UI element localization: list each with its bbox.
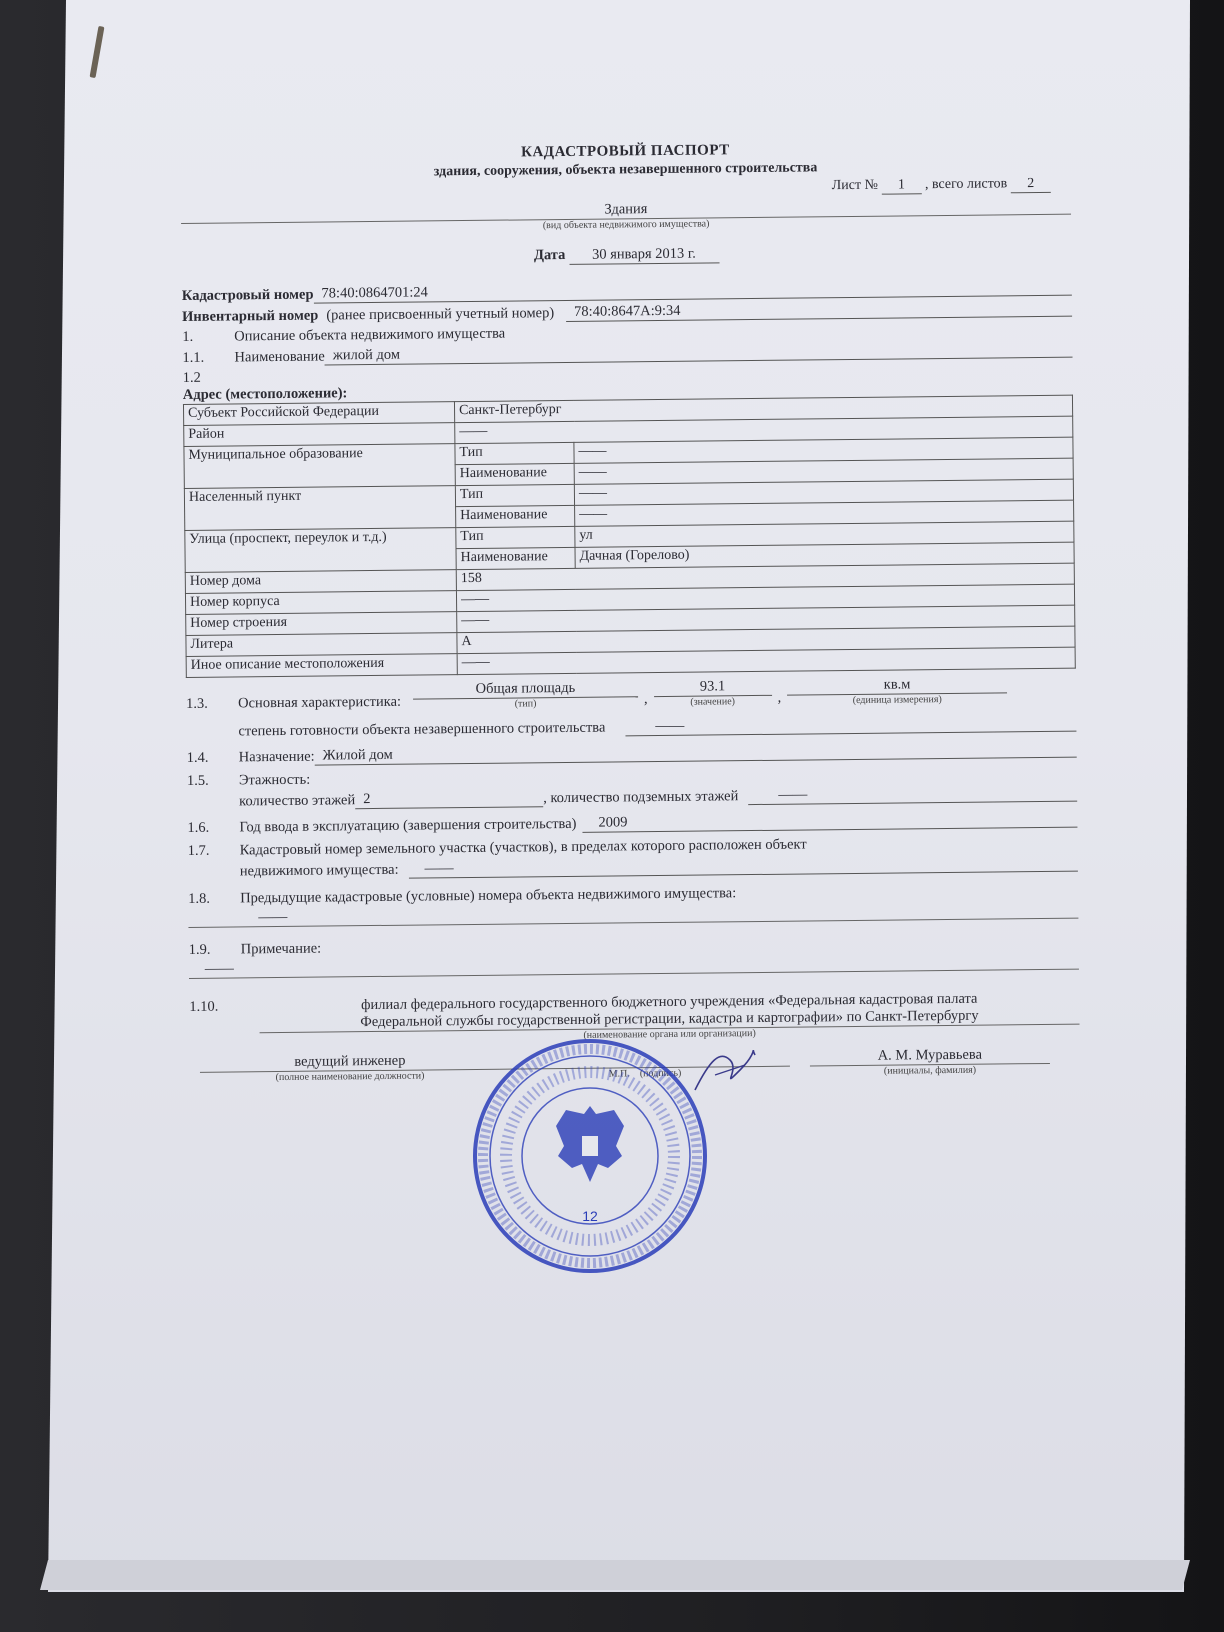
- table-row: Номер корпуса ——: [185, 584, 1074, 614]
- object-kind-caption: (вид объекта недвижимого имущества): [542, 218, 710, 232]
- sheet-total: 2: [1011, 176, 1051, 193]
- organization-line1: филиал федерального государственного бюджетного учреждения «Федеральная кадастровая палата: [360, 990, 978, 1014]
- section-1-1: 1.1. Наименование жилой дом: [182, 340, 1072, 367]
- svg-text:12: 12: [582, 1208, 598, 1224]
- table-row: Улица (проспект, переулок и т.д.) Тип ул: [185, 521, 1074, 551]
- table-row: Наименование ——: [185, 500, 1074, 530]
- signatory-name: А. М. Муравьева: [810, 1046, 1050, 1067]
- cadastral-row: Кадастровый номер 78:40:0864701:24: [182, 278, 1072, 305]
- document-body: КАДАСТРОВЫЙ ПАСПОРТ здания, сооружения, объекта незавершенного строительства Лист № 1 , всего листов 2 Здания (вид объекта недвижимого имущества) Дата 30 января 2013 г. Кадастровый номер 78:40:0864701:24 Инвентарный номер (ранее присвоенный учетный номер) 78:40:8647А:9:34 1. Описание объекта недвижимого имущества 1.1. Наименование жилой дом 1.2 Адрес (местоположение): Субъект Российской Федерации Санкт-Петербург Район —— Муниципальное образование Тип —— Наименование —— Населенный пункт Тип —— Наименование —— Улица (проспект, переулок и т.д.) Тип ул Наименование Дачная (Горелово) Номер дома 158 Номер корпуса —— Номер строения —— Литера А Иное описание местоположения —— 1.3. Основная характеристика: Общая площадь (тип) , 93.1 (значение) , кв.м (единица измерения) степень готовности объекта незавершенного строительства —— 1.4. Назначение: Жилой дом 1.5. Этажность: количество этажей 2 , количество подземных этажей —— 1.6. Год ввода в эксплуатацию (завершения строительства) 2009 1.7. Кадастровый номер земельного участка (участков), в пределах которого расположен объект недвижимого имущества: —— 1.8. Предыдущие кадастровые (условные) номера объекта недвижимого имущества: —— 1.9. Примечание: —— 1.10. филиал федерального государственного бюджетного учреждения «Федеральная кадастровая палата Федеральной службы государственной регистрации, кадастра и картографии» по Санкт-Петербургу (наименование органа или организации) ведущий инженер (полное наименование должности) М.П. (подпись) А. М. Муравьева (инициалы, фамилия): [180, 111, 1080, 1084]
- section-1-5: 1.5. Этажность:: [186, 771, 311, 789]
- table-row: Номер строения ——: [186, 605, 1075, 635]
- sheet-info: Лист № 1 , всего листов 2: [181, 176, 1071, 202]
- inventory-value: 78:40:8647А:9:34: [566, 299, 1072, 322]
- section-1-3: 1.3. Основная характеристика: Общая площадь (тип) , 93.1 (значение) , кв.м (единица измерения): [186, 675, 1076, 713]
- section-1-6: 1.6. Год ввода в эксплуатацию (завершения строительства) 2009: [187, 810, 1077, 837]
- table-row: Субъект Российской Федерации Санкт-Петербург: [183, 395, 1072, 425]
- purpose-value: Жилой дом: [315, 740, 1077, 766]
- characteristic-unit: кв.м: [787, 675, 1007, 695]
- characteristic-type: Общая площадь: [413, 679, 638, 699]
- house-value: 158: [456, 563, 1074, 590]
- date-row: Дата 30 января 2013 г.: [181, 242, 1071, 269]
- floors-row: количество этажей 2 , количество подземных этажей ——: [187, 784, 1077, 811]
- section-1-4: 1.4. Назначение: Жилой дом: [187, 740, 1077, 767]
- subject-value: Санкт-Петербург: [454, 395, 1072, 422]
- address-heading: Адрес (местоположение):: [182, 385, 348, 403]
- object-name-value: жилой дом: [325, 340, 1073, 366]
- sheet-number: 1: [881, 177, 921, 194]
- table-row: Наименование Дачная (Горелово): [185, 542, 1074, 572]
- table-row: Населенный пункт Тип ——: [184, 479, 1073, 509]
- table-row: Литера А: [186, 626, 1075, 656]
- address-table: [183, 395, 1076, 678]
- table-row: Район ——: [184, 416, 1073, 446]
- doc-subtitle: здания, сооружения, объекта незавершенного строительства: [433, 160, 818, 180]
- cadastral-value: 78:40:0864701:24: [313, 278, 1071, 304]
- doc-title: КАДАСТРОВЫЙ ПАСПОРТ: [520, 142, 730, 161]
- section-1-7: 1.7. Кадастровый номер земельного участка (участков), в пределах которого расположен объект: [187, 836, 807, 859]
- section-1-8: 1.8. Предыдущие кадастровые (условные) номера объекта недвижимого имущества:: [188, 885, 737, 907]
- organization-line2: Федеральной службы государственной регистрации, кадастра и картографии» по Санкт-Петербургу: [259, 1007, 1079, 1034]
- section-1-7-cont: недвижимого имущества: ——: [188, 854, 1078, 881]
- official-seal-stamp: [470, 1036, 710, 1276]
- signatory-row: ведущий инженер (полное наименование должности) М.П. (подпись) А. М. Муравьева (инициалы, фамилия): [190, 1046, 1080, 1084]
- section-1-2: 1.2: [182, 369, 201, 386]
- signatory-position: ведущий инженер: [200, 1052, 500, 1073]
- characteristic-value: 93.1: [653, 678, 771, 697]
- readiness-row: степень готовности объекта незавершенного строительства ——: [186, 714, 1076, 741]
- floors-value: 2: [355, 789, 543, 809]
- table-row: Муниципальное образование Тип ——: [184, 437, 1073, 467]
- section-1-9: 1.9. Примечание:: [188, 940, 322, 958]
- street-name-value: Дачная (Горелово): [575, 542, 1074, 568]
- eagle-emblem-icon: [556, 1106, 624, 1182]
- handwritten-signature: [690, 1040, 760, 1100]
- date-value: 30 января 2013 г.: [569, 245, 719, 265]
- table-row: Номер дома 158: [185, 563, 1074, 593]
- object-kind: Здания: [181, 197, 1071, 224]
- paper-edge: [40, 1560, 1190, 1590]
- inventory-row: Инвентарный номер (ранее присвоенный учетный номер) 78:40:8647А:9:34: [182, 299, 1072, 326]
- section-1: 1. Описание объекта недвижимого имущества: [182, 325, 506, 345]
- year-value: 2009: [582, 810, 1077, 833]
- table-row: Иное описание местоположения ——: [186, 647, 1075, 677]
- section-1-10: 1.10. филиал федерального государственного бюджетного учреждения «Федеральная кадастровая палата Федеральной службы государственной регистрации, кадастра и картографии» по Санкт-Петербургу (наименование органа или организации): [189, 990, 1079, 1045]
- table-row: Наименование ——: [184, 458, 1073, 488]
